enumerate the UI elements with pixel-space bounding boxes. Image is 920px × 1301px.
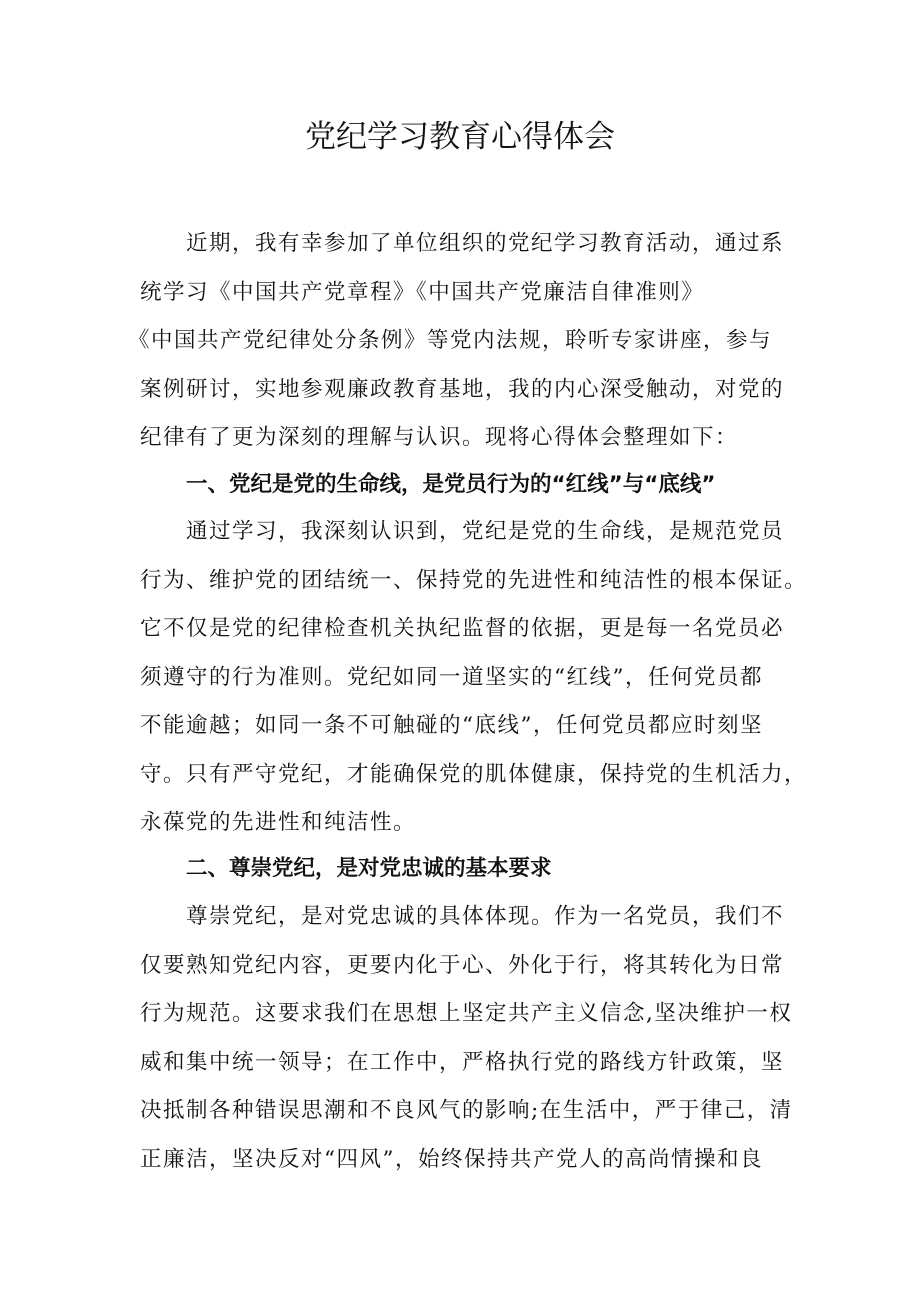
paragraph-line: 仅要熟知党纪内容，更要内化于心、外化于行，将其转化为日常 (140, 952, 785, 978)
paragraph-line: 行为、维护党的团结统一、保持党的先进性和纯洁性的根本保证。 (140, 567, 808, 593)
paragraph-line: 尊崇党纪，是对党忠诚的具体体现。作为一名党员，我们不 (186, 904, 785, 929)
paragraph-line: 永葆党的先进性和纯洁性。 (140, 810, 417, 835)
paragraph-line: 不能逾越；如同一条不可触碰的“底线”，任何党员都应时刻坚 (140, 713, 763, 738)
paragraph-line: 近期，我有幸参加了单位组织的党纪学习教育活动，通过系 (186, 231, 785, 256)
paragraph-line: 正廉洁，坚决反对“四风”，始终保持共产党人的高尚情操和良 (140, 1146, 763, 1172)
paragraph-line: 决抵制各种错误思潮和不良风气的影响;在生活中，严于律己，清 (140, 1098, 793, 1123)
paragraph-line: 《中国共产党纪律处分条例》等党内法规，聆听专家讲座，参与 (128, 328, 773, 353)
paragraph-section-1 (140, 508, 808, 848)
paragraph-line: 守。只有严守党纪，才能确保党的肌体健康，保持党的生机活力， (140, 761, 808, 787)
paragraph-line: 威和集中统一领导；在工作中，严格执行党的路线方针政策，坚 (140, 1049, 785, 1075)
paragraph-line: 通过学习，我深刻认识到，党纪是党的生命线，是规范党员 (186, 519, 785, 544)
paragraph-section-2 (140, 893, 793, 1184)
paragraph-line: 须遵守的行为准则。党纪如同一道坚实的“红线”，任何党员都 (140, 664, 763, 690)
paragraph-line: 行为规范。这要求我们在思想上坚定共产主义信念,坚决维护一权 (140, 1001, 793, 1026)
paragraph-intro (128, 220, 790, 463)
paragraph-line: 案例研讨，实地参观廉政教育基地，我的内心深受触动，对党的 (140, 376, 785, 402)
section-heading-2: 二、尊崇党纪，是对党忠诚的基本要求 (186, 856, 552, 881)
paragraph-line: 统学习《中国共产党章程》《中国共产党廉洁自律准则》 (140, 279, 705, 305)
paragraph-line: 纪律有了更为深刻的理解与认识。现将心得体会整理如下： (140, 425, 739, 450)
paragraph-line: 它不仅是党的纪律检查机关执纪监督的依据，更是每一名党员必 (140, 616, 785, 641)
section-heading-1: 一、党纪是党的生命线，是党员行为的“红线”与“底线” (186, 472, 716, 497)
document-title: 党纪学习教育心得体会 (305, 119, 615, 155)
